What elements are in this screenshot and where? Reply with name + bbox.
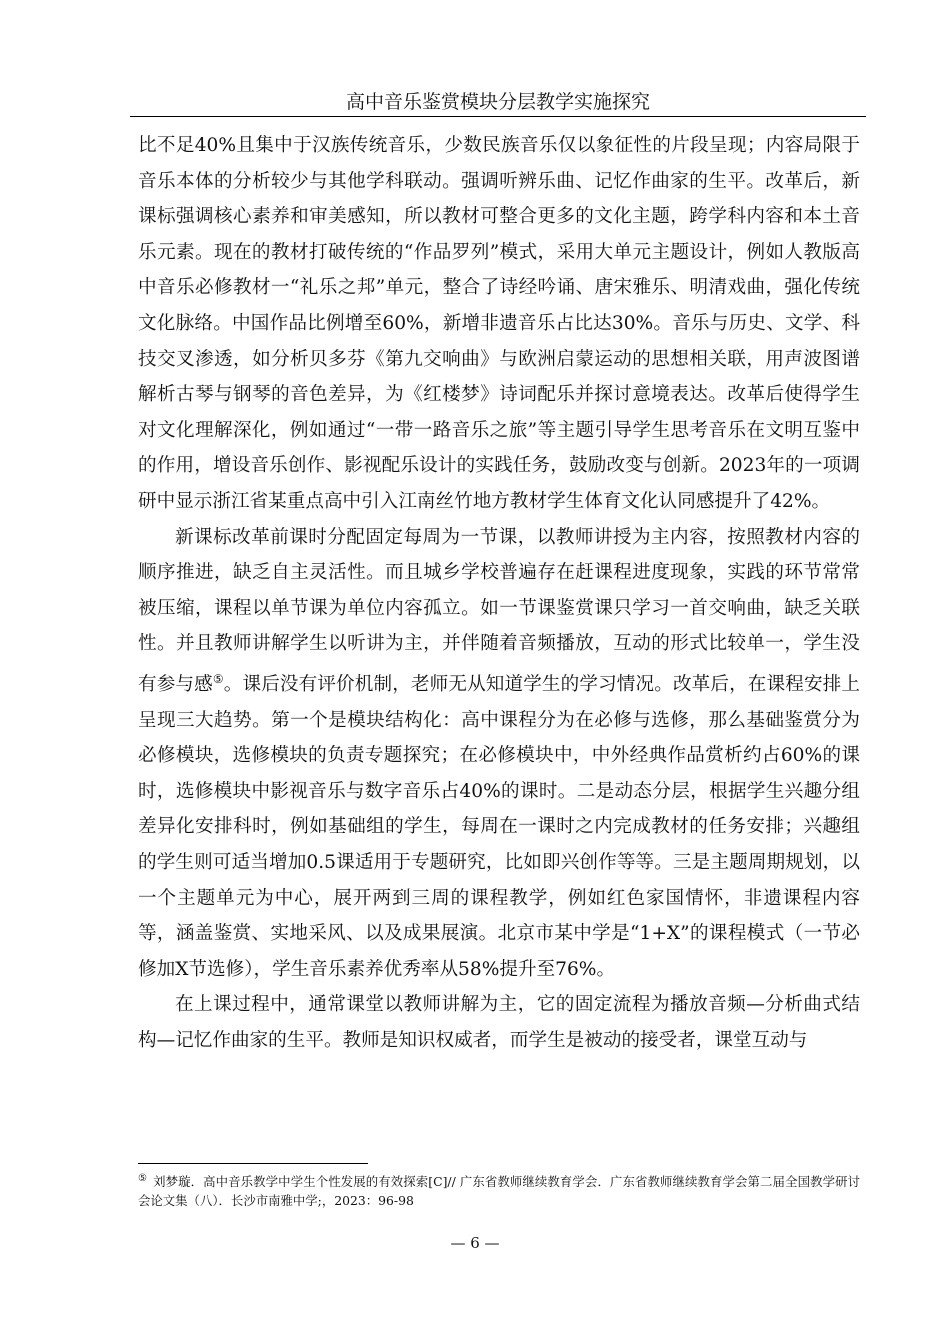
paragraph-2 bbox=[138, 520, 860, 988]
paragraph-3: 在上课过程中，通常课堂以教师讲解为主，它的固定流程为播放音频—分析曲式结构—记忆作曲家的生平。教师是知识权威者，而学生是被动的接受者，课堂互动与 bbox=[138, 994, 860, 1052]
footnote bbox=[138, 1172, 860, 1210]
header-rule bbox=[130, 116, 866, 117]
footnote-rule bbox=[138, 1163, 368, 1164]
paragraph-2-text-b: 。课后没有评价机制，老师无从知道学生的学习情况。改革后，在课程安排上呈现三大趋势。第一个是模块结构化：高中课程分为在必修与选修，那么基础鉴赏分为必修模块，选修模块的负责专题探究；在必修模块中，中外经典作品赏析约占60%的课时，选修模块中影视音乐与数字音乐占40%的课时。二是动态分层，根据学生兴趣分组差异化安排科时，例如基础组的学生，每周在一课时之内完成教材的任务安排；兴趣组的学生则可适当增加0.5课适用于专题研究，比如即兴创作等等。三是主题周期规划，以一个主题单元为中心，展开两到三周的课程教学，例如红色家国情怀，非遗课程内容等，涵盖鉴赏、实地采风、以及成果展演。北京市某中学是“1+X”的课程模式（一节必修加X节选修），学生音乐素养优秀率从58%提升至76%。 bbox=[138, 674, 860, 980]
footnote-text: 刘梦璇．高中音乐教学中学生个性发展的有效探索[C]// 广东省教师继续教育学会．广东省教师继续教育学会第二届全国教学研讨会论文集（八）．长沙市南雅中学;，2023：96-98 bbox=[138, 1174, 861, 1208]
running-header: 高中音乐鉴赏模块分层教学实施探究 bbox=[345, 91, 650, 113]
footnote-reference[interactable]: ⑤ bbox=[212, 671, 224, 686]
page-number: — 6 — bbox=[450, 1234, 500, 1252]
footnote-mark: ⑤ bbox=[138, 1172, 148, 1184]
paragraph-2-text-a: 新课标改革前课时分配固定每周为一节课，以教师讲授为主内容，按照教材内容的顺序推进，缺乏自主灵活性。而且城乡学校普遍存在赶课程进度现象，实践的环节常常被压缩，课程以单节课为单位内容孤立。如一节课鉴赏课只学习一首交响曲，缺乏关联性。并且教师讲解学生以听讲为主，并伴随着音频播放，互动的形式比较单一，学生没有参与感 bbox=[138, 526, 860, 696]
body-text bbox=[138, 128, 860, 1059]
paragraph-1: 比不足40%且集中于汉族传统音乐，少数民族音乐仅以象征性的片段呈现；内容局限于音乐本体的分析较少与其他学科联动。强调听辨乐曲、记忆作曲家的生平。改革后，新课标强调核心素养和审美感知，所以教材可整合更多的文化主题，跨学科内容和本土音乐元素。现在的教材打破传统的“作品罗列”模式，采用大单元主题设计，例如人教版高中音乐必修教材一“礼乐之邦”单元，整合了诗经吟诵、唐宋雅乐、明清戏曲，强化传统文化脉络。中国作品比例增至60%，新增非遗音乐占比达30%。音乐与历史、文学、科技交叉渗透，如分析贝多芬《第九交响曲》与欧洲启蒙运动的思想相关联，用声波图谱解析古琴与钢琴的音色差异，为《红楼梦》诗词配乐并探讨意境表达。改革后使得学生对文化理解深化，例如通过“一带一路音乐之旅”等主题引导学生思考音乐在文明互鉴中的作用，增设音乐创作、影视配乐设计的实践任务，鼓励改变与创新。2023年的一项调研中显示浙江省某重点高中引入江南丝竹地方教材学生体育文化认同感提升了42%。 bbox=[138, 135, 860, 512]
